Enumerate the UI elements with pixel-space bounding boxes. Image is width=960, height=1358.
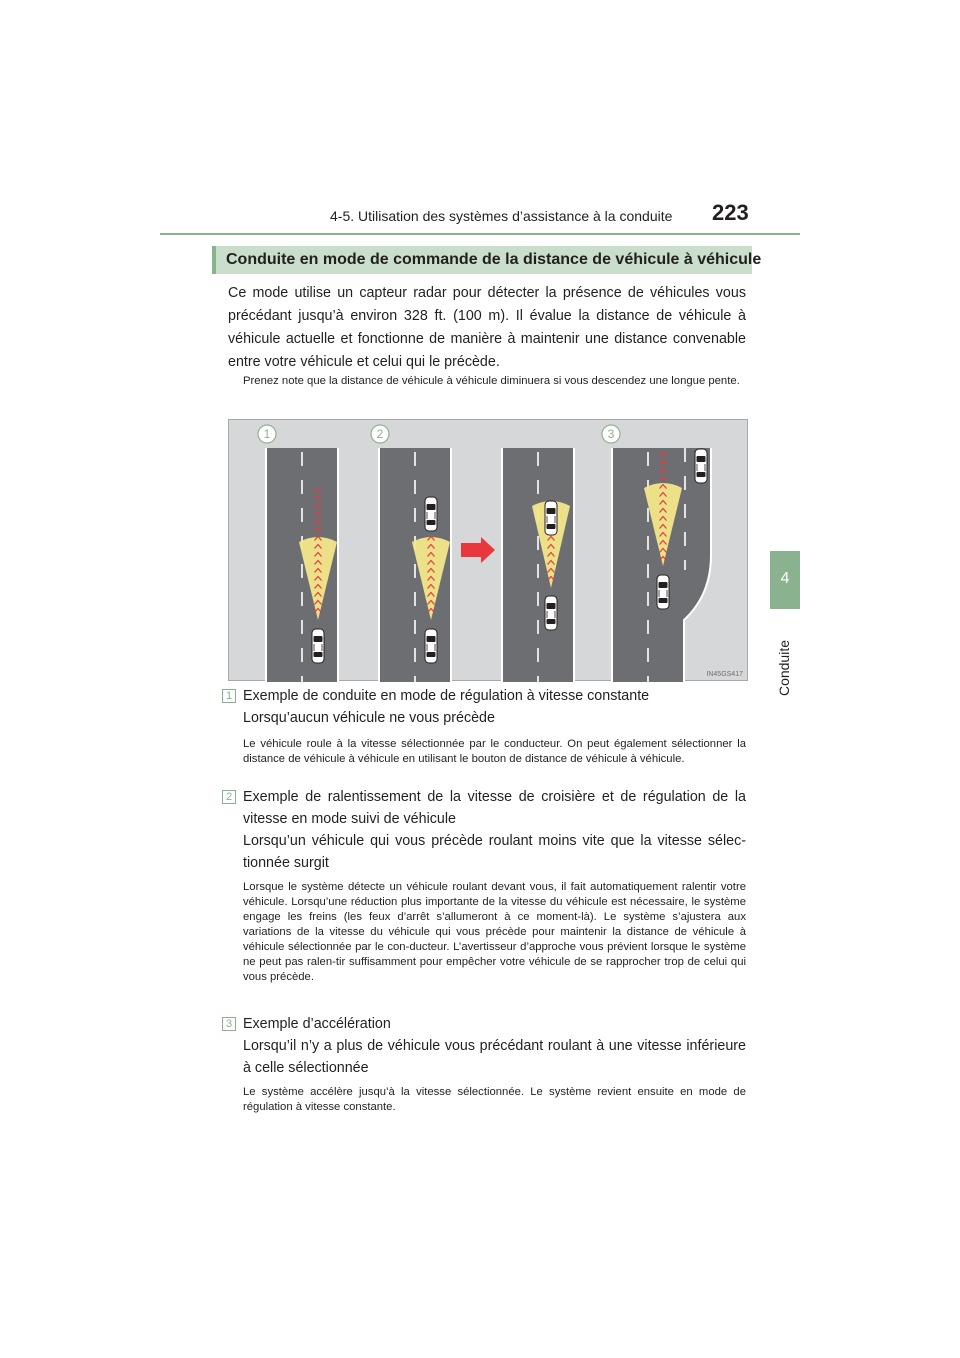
running-header: 4-5. Utilisation des systèmes d’assistance à la conduite xyxy=(330,208,673,224)
section-heading xyxy=(212,246,762,274)
intro-paragraph: Ce mode utilise un capteur radar pour détecter la présence de véhicules vous précédant jusqu’à environ 328 ft. (100 m). Il évalue la distance de véhicule à véhicule actuelle et fonctionne de manière à maintenir une distance convenable entre votre véhicule et celui qui le précède. xyxy=(228,285,746,370)
item-3-title: Exemple d’accélération xyxy=(243,1016,391,1032)
item-1-note: Le véhicule roule à la vitesse sélectionnée par le conducteur. On peut également sélectionner la distance de véhicule à véhicule en utilisant le bouton de distance de véhicule à véhicule. xyxy=(243,738,746,765)
page-number: 223 xyxy=(712,200,749,225)
item-3-heading xyxy=(243,1013,746,1079)
section-heading-text: Conduite en mode de commande de la distance de véhicule à véhicule xyxy=(226,251,762,268)
chapter-number: 4 xyxy=(780,570,790,587)
item-number-3: 3 xyxy=(222,1017,236,1031)
item-number-2: 2 xyxy=(222,790,236,804)
road-1 xyxy=(266,448,338,682)
item-1-subtitle: Lorsqu’aucun véhicule ne vous précède xyxy=(243,710,495,726)
callout-2: 2 xyxy=(376,427,384,441)
item-2-title: Exemple de ralentissement de la vitesse de croisière et de régulation de la vitesse en mode suivi de véhicule xyxy=(243,789,746,827)
item-1-title: Exemple de conduite en mode de régulation à vitesse constante xyxy=(243,688,650,704)
acc-diagram xyxy=(228,419,748,681)
transition-arrow xyxy=(461,537,495,563)
item-1-heading xyxy=(243,685,746,729)
item-3-note: Le système accélère jusqu’à la vitesse sélectionnée. Le système revient ensuite en mode de régulation à vitesse constante. xyxy=(243,1086,746,1113)
callout-3: 3 xyxy=(607,427,615,441)
item-3-subtitle: Lorsqu’il n’y a plus de véhicule vous précédant roulant à une vitesse inférieure à celle sélectionnée xyxy=(243,1038,746,1076)
road-4 xyxy=(612,448,711,682)
intro-note: Prenez note que la distance de véhicule à véhicule diminuera si vous descendez une longue pente. xyxy=(243,375,740,387)
item-2-note: Lorsque le système détecte un véhicule roulant devant vous, il fait automatiquement ralentir votre véhicule. Lorsqu’une réduction plus importante de la vitesse du véhicule est nécessaire, le système engage les freins (les feux d’arrêt s’allumeront à ce moment-là). Le système s’ajustera aux variations de la vitesse du véhicule qui vous précède pour maintenir la distance de véhicule à véhicule sélectionnée par le con-ducteur. L’avertisseur d’approche vous prévient lorsque le système ne peut pas ralen-tir suffisamment pour empêcher votre véhicule de se rapprocher trop de celui qui vous précède. xyxy=(243,881,746,983)
item-2-subtitle: Lorsqu’un véhicule qui vous précède roulant moins vite que la vitesse sélec-tionnée surgit xyxy=(243,833,746,871)
item-number-1: 1 xyxy=(222,689,236,703)
item-2-heading xyxy=(243,786,746,874)
callout-1: 1 xyxy=(263,427,271,441)
header-rule xyxy=(160,233,800,235)
chapter-label: Conduite xyxy=(776,640,792,697)
road-3 xyxy=(502,448,574,682)
acc-diagram-svg xyxy=(229,420,749,682)
figure-code: IN45GS417 xyxy=(706,671,743,678)
road-2 xyxy=(379,448,451,682)
